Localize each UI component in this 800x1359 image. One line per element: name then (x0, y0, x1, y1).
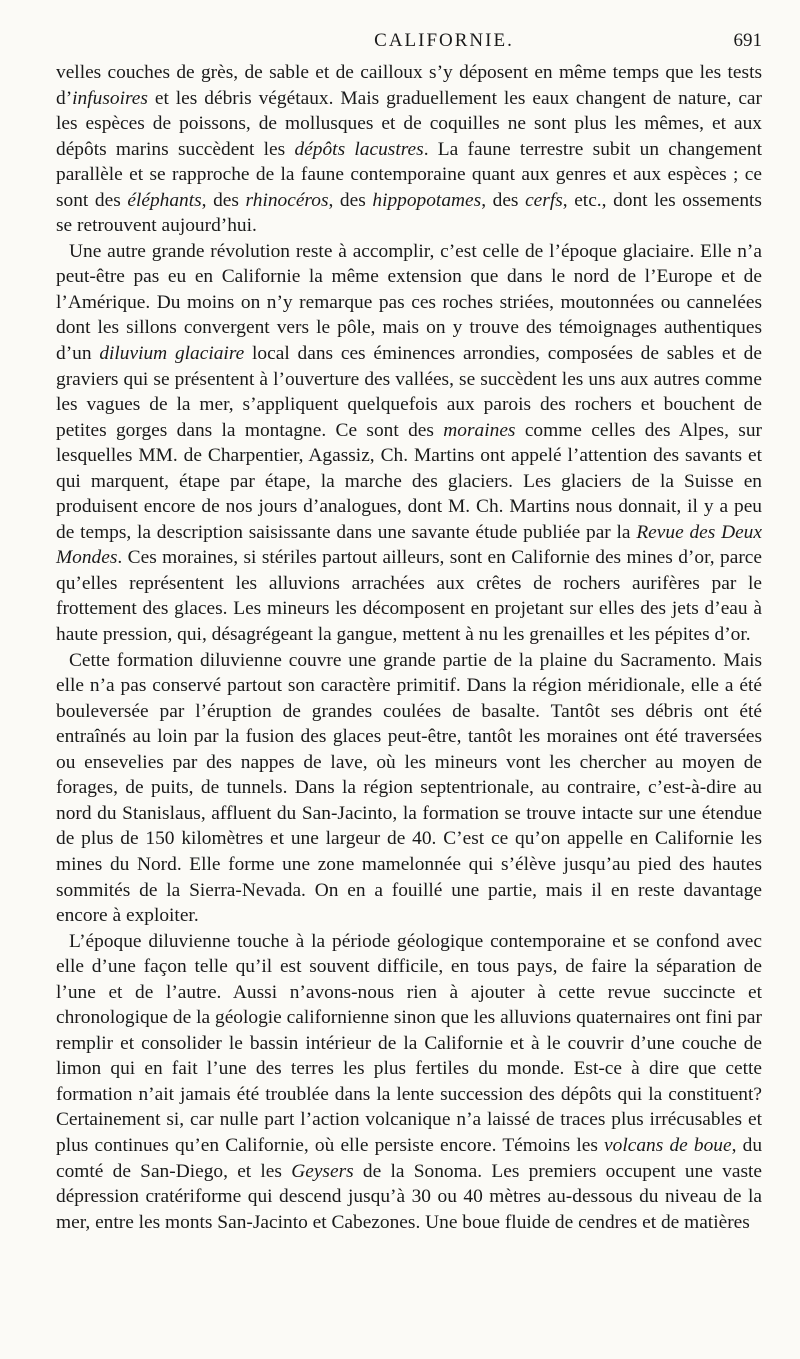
paragraph (56, 929, 762, 1236)
italic-text: Revue des Deux Mondes (56, 521, 762, 569)
text-run: , des (481, 189, 526, 211)
page-number: 691 (733, 30, 762, 51)
text-run: comme celles des Alpes, sur lesquelles MM. de Charpentier, Agassiz, Ch. Martins ont appelé l’attention des savants et qui marquent, étape par étape, la marche des glaciers. Les glaciers de la Suisse en produisent encore de nos jours d’analogues, dont M. Ch. Martins nous donnait, il y a peu de temps, la description saisissante dans une savante étude publiée par la (56, 419, 762, 543)
paragraph (56, 648, 762, 929)
italic-text: éléphants (127, 189, 202, 211)
italic-text: dépôts lacustres (294, 138, 424, 160)
text-run: . Ces moraines, si stériles partout ailleurs, sont en Californie des mines d’or, parce qu’elles représentent les alluvions arrachées aux crêtes de rochers aurifères par le frottement des glaces. Les mineurs les décomposent en projetant sur elles des jets d’eau à haute pression, qui, désagrégeant la gangue, mettent à nu les grenailles et les pépites d’or. (56, 547, 762, 646)
text-run: , des (328, 189, 373, 211)
text-run: local dans ces éminences arrondies, composées de sables et de graviers qui se présentent à l’ouverture des vallées, se succèdent les uns aux autres comme les vagues de la mer, s’appliquent quelquefois aux parois des rochers et bouchent de petites gorges dans la montagne. Ce sont des (56, 343, 762, 441)
text-run: , du comté de San-Diego, et les (56, 1134, 763, 1182)
paragraph (56, 60, 762, 239)
text-run: Cette formation diluvienne couvre une grande partie de la plaine du Sacramento. Mais elle n’a pas conservé partout son caractère primitif. Dans la région méridionale, elle a été bouleversée par l’éruption de grandes coulées de basalte. Tantôt ses débris ont été entraînés au loin par la fusion des glaces peut-être, tantôt les moraines ont été traversées ou ensevelies par des nappes de lave, où les mineurs vont les chercher au moyen de forages, de puits, de tunnels. Dans la région septentrionale, au contraire, c’est-à-dire au nord du Stanislaus, affluent du San-Jacinto, la formation se trouve intacte sur une étendue de plus de 150 kilomètres et une largeur de 40. C’est ce qu’on appelle en Californie les mines du Nord. Elle forme une zone mamelonnée qui s’élève jusqu’au pied des hautes sommités de la Sierra-Nevada. On en a fouillé une partie, mais il en reste davantage encore à exploiter. (56, 649, 762, 927)
italic-text: diluvium glaciaire (99, 343, 245, 365)
running-title: CALIFORNIE. (374, 30, 514, 51)
italic-text: hippopotames (372, 189, 482, 211)
running-header (56, 30, 762, 60)
text-run: , des (201, 189, 246, 211)
italic-text: volcans de boue (604, 1134, 732, 1156)
italic-text: infusoires (72, 87, 148, 109)
text-run: L’époque diluvienne touche à la période géologique contemporaine et se confond avec elle d’une façon telle qu’il est souvent difficile, en tous pays, de faire la séparation de l’une et de l’autre. Aussi n’avons-nous rien à ajouter à cette revue succincte et chronologique de la géologie californienne sinon que les alluvions quaternaires ont fini par remplir et consolider le bassin intérieur de la Californie et à le couvrir d’une couche de limon qui en fait l’une des terres les plus fertiles du monde. Est-ce à dire que cette formation n’ait jamais été troublée dans la lente succession des dépôts qui la constituent? Certainement si, car nulle part l’action volcanique n’a laissé de traces plus irrécusables et plus continues qu’en Californie, où elle persiste encore. Témoins les (56, 930, 762, 1156)
body-text (56, 60, 762, 1235)
text-run: de la Sonoma. Les premiers occupent une vaste dépression cratériforme qui descend jusqu’à 30 ou 40 mètres au-dessous du niveau de la mer, entre les monts San-Jacinto et Cabezones. Une boue fluide de cendres et de matières (56, 1160, 762, 1233)
text-run: et les débris végétaux. Mais graduellement les eaux changent de nature, car les espèces de poissons, de mollusques et de coquilles ne sont plus les mêmes, et aux dépôts marins succèdent les (56, 87, 762, 160)
italic-text: rhinocéros (245, 189, 329, 211)
text-run: . La faune terrestre subit un changement parallèle et se rapproche de la faune contemporaine quant aux genres et aux espèces ; ce sont des (56, 138, 762, 211)
italic-text: cerfs (525, 189, 563, 211)
text-run: , etc., dont les ossements se retrouvent aujourd’hui. (56, 189, 762, 237)
text-run: Une autre grande révolution reste à accomplir, c’est celle de l’époque glaciaire. Elle n’a peut-être pas eu en Californie la même extension que dans le nord de l’Europe et de l’Amérique. Du moins on n’y remarque pas ces roches striées, moutonnées ou cannelées dont les sillons convergent vers le pôle, mais on y trouve des témoignages authentiques d’un (56, 240, 762, 365)
text-run: velles couches de grès, de sable et de cailloux s’y déposent en même temps que les tests d’ (56, 62, 762, 109)
italic-text: moraines (443, 419, 516, 441)
italic-text: Geysers (291, 1160, 354, 1182)
paragraph (56, 239, 762, 648)
